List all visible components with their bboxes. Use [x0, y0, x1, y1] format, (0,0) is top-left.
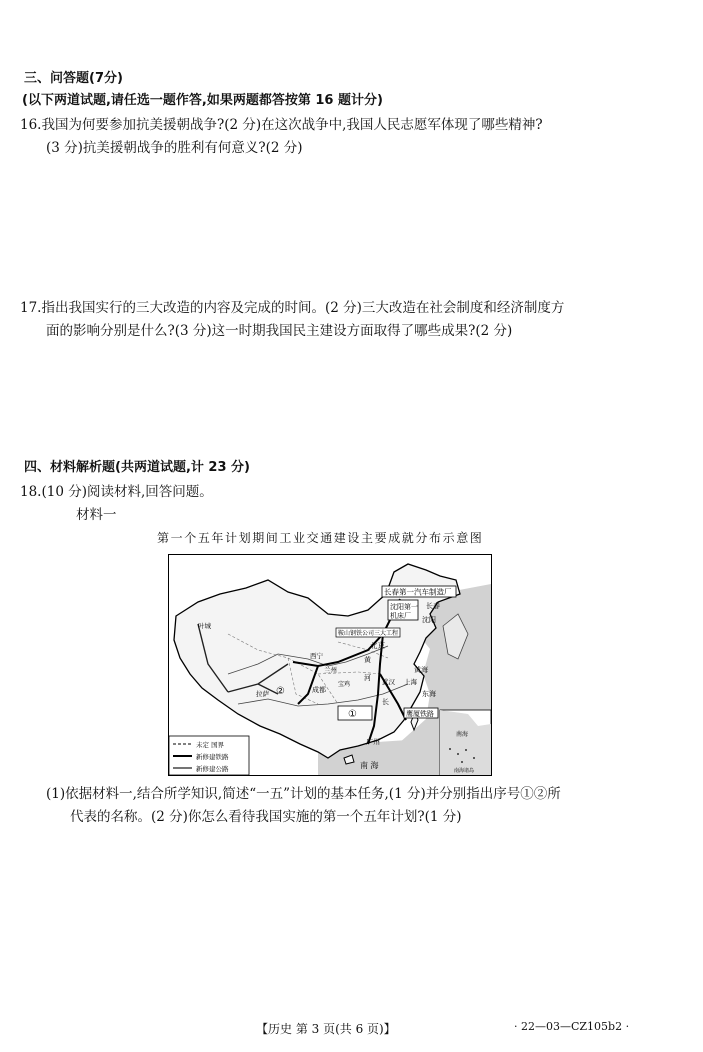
q18-sub1-line2: 代表的名称。(2 分)你怎么看待我国实施的第一个五年计划?(1 分) [70, 809, 462, 825]
island-dot [449, 748, 451, 750]
lhasa-label: 拉萨 [256, 690, 269, 698]
yingtan-railway-label: 鹰厦铁路 [406, 710, 434, 718]
exam-code: · 22—03—CZ105b2 · [514, 1020, 630, 1033]
south-sea-label: 南 海 [360, 761, 379, 770]
yellow-river-label: 黄 [364, 656, 371, 664]
inset-caption: 南海诸岛 [454, 768, 475, 774]
yellow-sea-label: 黄海 [414, 666, 428, 674]
q17-line1: 17.指出我国实行的三大改造的内容及完成的时间。(2 分)三大改造在社会制度和经济制度方 [20, 300, 565, 316]
yecheng-label: 叶城 [198, 622, 211, 630]
legend-border-text: 未定 国界 [196, 741, 225, 749]
guangzhou-label: 广州 [366, 738, 380, 746]
page-footer: 【历史 第 3 页(共 6 页)】 [256, 1022, 396, 1036]
shenyang-label: 沈阳 [422, 616, 436, 624]
section4-title: 四、材料解析题(共两道试题,计 23 分) [24, 460, 250, 475]
inset-sea-label: 南海 [456, 731, 469, 738]
island-dot [461, 761, 463, 763]
lanzhou-label: 兰州 [324, 666, 337, 674]
island-dot [457, 753, 459, 755]
shenyang-factory-label-2: 机床厂 [390, 612, 411, 620]
section3-title: 三、问答题(7分) [24, 71, 123, 86]
map-title: 第一个五年计划期间工业交通建设主要成就分布示意图 [157, 531, 484, 545]
yangtze-label: 长 [382, 698, 389, 706]
china-map-figure [168, 554, 492, 776]
section3-instruction: (以下两道试题,请任选一题作答,如果两题都答按第 16 题计分) [22, 93, 383, 108]
chengdu-label: 成都 [312, 686, 326, 694]
island-dot [473, 757, 475, 759]
q17-line2: 面的影响分别是什么?(3 分)这一时期我国民主建设方面取得了哪些成果?(2 分) [46, 323, 513, 339]
q16-line2: (3 分)抗美援朝战争的胜利有何意义?(2 分) [46, 140, 303, 156]
baoji-label: 宝鸡 [338, 681, 351, 688]
anshan-label: 鞍山钢铁公司三大工程 [338, 630, 399, 637]
changchun-factory-label: 长春第一汽车制造厂 [384, 587, 452, 597]
shenyang-factory-label-1: 沈阳第一 [390, 603, 418, 611]
changchun-label: 长春 [426, 602, 440, 610]
island-dot [465, 749, 467, 751]
legend-railway-text: 新修建铁路 [196, 753, 229, 761]
xining-label: 西宁 [310, 652, 323, 660]
river-label: 河 [364, 674, 371, 682]
q18-sub1-line1: (1)依据材料一,结合所学知识,简述“一五”计划的基本任务,(1 分)并分别指出序号①②所 [46, 786, 561, 802]
legend-highway-text: 新修建公路 [196, 765, 229, 773]
q18-stem: 18.(10 分)阅读材料,回答问题。 [20, 484, 213, 500]
circle-1-label: ① [348, 709, 357, 720]
beijing-label: 北京 [370, 641, 385, 650]
wuhan-label: 武汉 [382, 678, 395, 686]
q16-line1: 16.我国为何要参加抗美援朝战争?(2 分)在这次战争中,我国人民志愿军体现了哪些精神? [20, 117, 543, 133]
east-sea-label: 东海 [422, 690, 436, 698]
china-map [168, 554, 492, 776]
material-label: 材料一 [76, 507, 117, 523]
shanghai-label: 上海 [404, 678, 417, 686]
circle-2-label: ② [276, 686, 285, 697]
